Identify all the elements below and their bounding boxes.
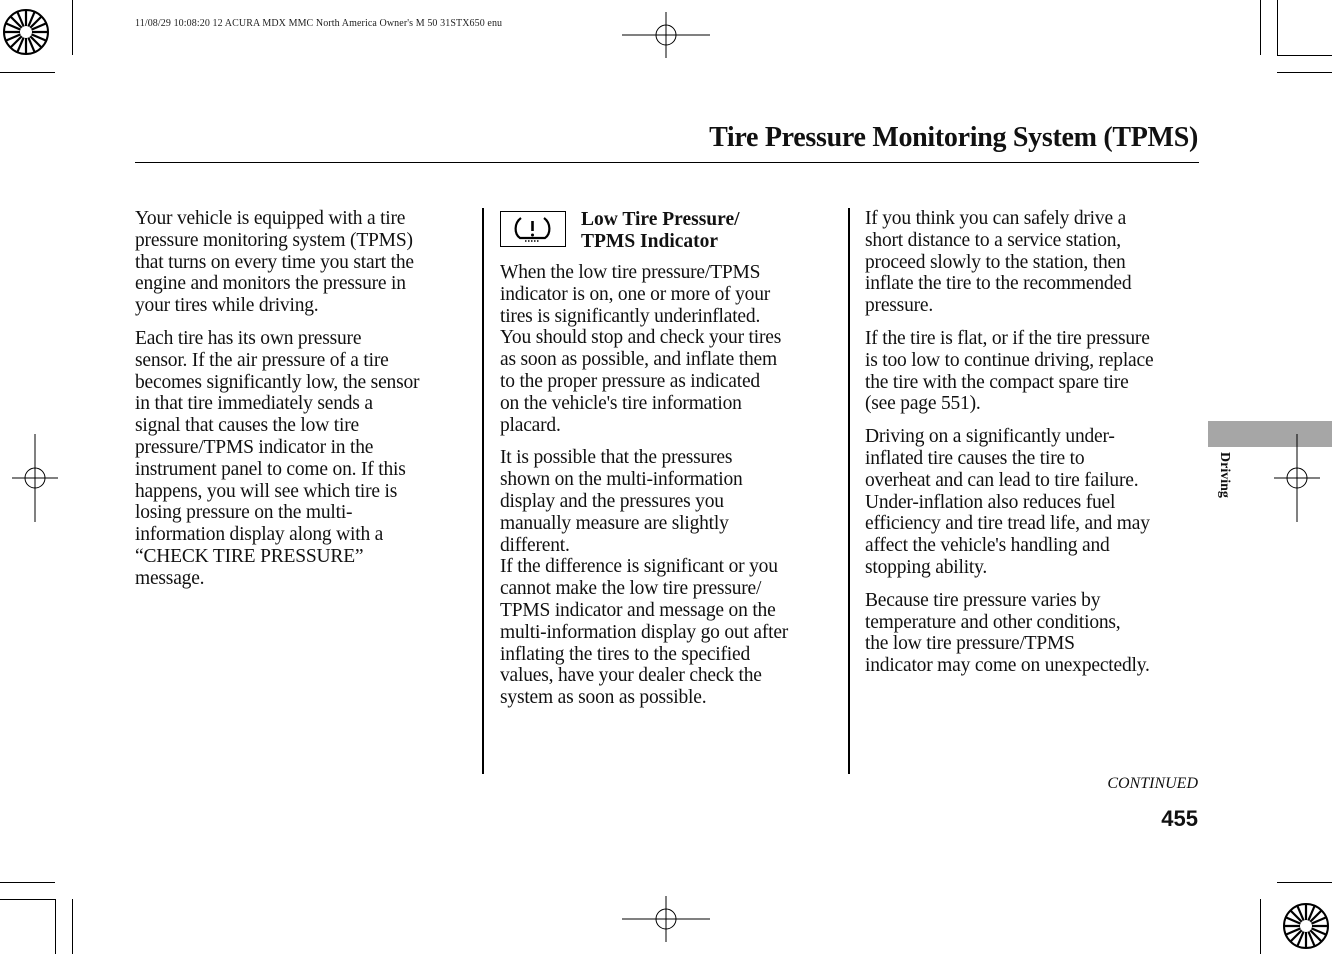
indicator-title: Low Tire Pressure/ TPMS Indicator xyxy=(581,209,740,252)
column-3 xyxy=(865,208,1201,677)
title-rule xyxy=(135,162,1199,163)
color-calibration-wheel-icon xyxy=(0,6,52,58)
paragraph: Driving on a significantly under- inflated tire causes the tire to overheat and can lead to tire failure. Under-inflation also reduces fuel efficiency and tire tread life, and may affect the vehicle's handling and stopping ability. xyxy=(865,426,1150,578)
page-number: 455 xyxy=(1161,806,1198,831)
section-tab-label: Driving xyxy=(1217,452,1232,498)
paragraph: If the tire is flat, or if the tire pressure is too low to continue driving, replace the tire with the compact spare tire (see page 551). xyxy=(865,327,1154,415)
column-divider xyxy=(482,208,484,774)
color-calibration-wheel-icon xyxy=(1280,900,1332,952)
paragraph: If you think you can safely drive a short distance to a service station, proceed slowly to the station, then inflate the tire to the recommended pressure. xyxy=(865,208,1132,317)
paragraph: It is possible that the pressures shown on the multi-information display and the pressures you manually measure are slightly different. xyxy=(500,447,743,556)
registration-target-icon xyxy=(1274,434,1320,522)
page-title: Tire Pressure Monitoring System (TPMS) xyxy=(709,122,1198,153)
registration-target-icon xyxy=(622,896,710,942)
paragraph: Each tire has its own pressure sensor. If the air pressure of a tire becomes significantly low, the sensor in that tire immediately sends a signal that causes the low tire pressure/TPMS indicator in the instrument panel to come on. If this happens, you will see which tire is losing pressure on the multi- information display along with a “CHECK TIRE PRESSURE” message. xyxy=(135,327,420,589)
paragraph: When the low tire pressure/TPMS indicator is on, one or more of your tires is significantly underinflated. You should stop and check your tires as soon as possible, and inflate them to the proper pressure as indicated on the vehicle's tire information placard. xyxy=(500,262,782,436)
column-2 xyxy=(500,262,840,709)
column-divider xyxy=(848,208,850,774)
column-1 xyxy=(135,208,471,590)
paragraph: If the difference is significant or you cannot make the low tire pressure/ TPMS indicator and message on the multi-information display go out after inflating the tires to the specified values, have your dealer check the system as soon as possible. xyxy=(500,556,789,709)
indicator-box xyxy=(500,211,566,247)
print-info: 11/08/29 10:08:20 12 ACURA MDX MMC North America Owner's M 50 31STX650 enu xyxy=(135,18,503,29)
registration-target-icon xyxy=(12,434,58,522)
paragraph: Your vehicle is equipped with a tire pressure monitoring system (TPMS) that turns on every time you start the engine and monitors the pressure in your tires while driving. xyxy=(135,208,414,317)
tpms-warning-icon xyxy=(501,212,564,245)
continued-label: CONTINUED xyxy=(1107,775,1198,792)
registration-target-icon xyxy=(622,12,710,58)
paragraph: Because tire pressure varies by temperature and other conditions, the low tire pressure/TPMS indicator may come on unexpectedly. xyxy=(865,589,1150,677)
